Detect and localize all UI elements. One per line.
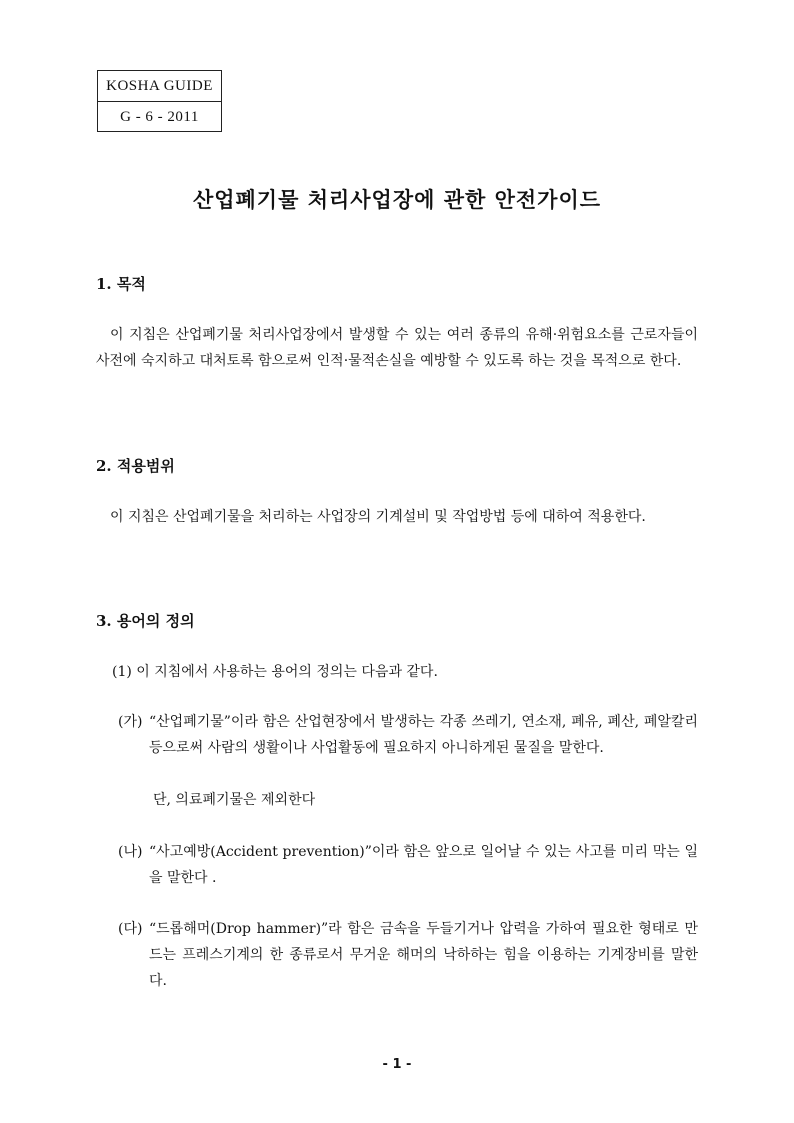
definition-item: [118, 839, 698, 891]
document-code-box: [97, 70, 222, 132]
definition-item: [118, 916, 698, 994]
item-marker: (가): [118, 714, 143, 730]
definitions-intro: (1) 이 지침에서 사용하는 용어의 정의는 다음과 같다.: [112, 664, 438, 680]
guide-label: KOSHA GUIDE: [106, 78, 213, 94]
item-marker: (다): [118, 921, 143, 937]
section-body-scope: 이 지침은 산업폐기물을 처리하는 사업장의 기계설비 및 작업방법 등에 대하여 적용한다.: [110, 509, 646, 525]
definition-note: 단, 의료폐기물은 제외한다: [153, 792, 316, 808]
document-title: 산업폐기물 처리사업장에 관한 안전가이드: [192, 187, 602, 212]
section-heading-definitions: 3. 용어의 정의: [96, 612, 195, 630]
definition-item: [118, 709, 698, 761]
definition-text: “산업폐기물”이라 함은 산업현장에서 발생하는 각종 쓰레기, 연소재, 폐유, 폐산, 폐알칼리 등으로써 사람의 생활이나 사업활동에 필요하지 아니하게된 물질을 말한다.: [149, 714, 698, 756]
section-body-purpose: 이 지침은 산업폐기물 처리사업장에서 발생할 수 있는 여러 종류의 유해·위험요소를 근로자들이 사전에 숙지하고 대처토록 함으로써 인적·물적손실을 예방할 수 있도록 하는 것을 목적으로 한다.: [96, 327, 698, 369]
guide-code: G - 6 - 2011: [98, 101, 221, 132]
page-number: - 1 -: [382, 1057, 412, 1072]
item-marker: (나): [118, 844, 143, 860]
definition-text: “드롭해머(Drop hammer)”라 함은 금속을 두들기거나 압력을 가하여 필요한 형태로 만드는 프레스기계의 한 종류로서 무거운 해머의 낙하하는 힘을 이용하는 기계장비를 말한다.: [149, 921, 698, 989]
section-heading-purpose: 1. 목적: [96, 275, 146, 293]
section-heading-scope: 2. 적용범위: [96, 457, 175, 475]
definition-text: “사고예방(Accident prevention)”이라 함은 앞으로 일어날 수 있는 사고를 미리 막는 일을 말한다 .: [149, 844, 698, 886]
